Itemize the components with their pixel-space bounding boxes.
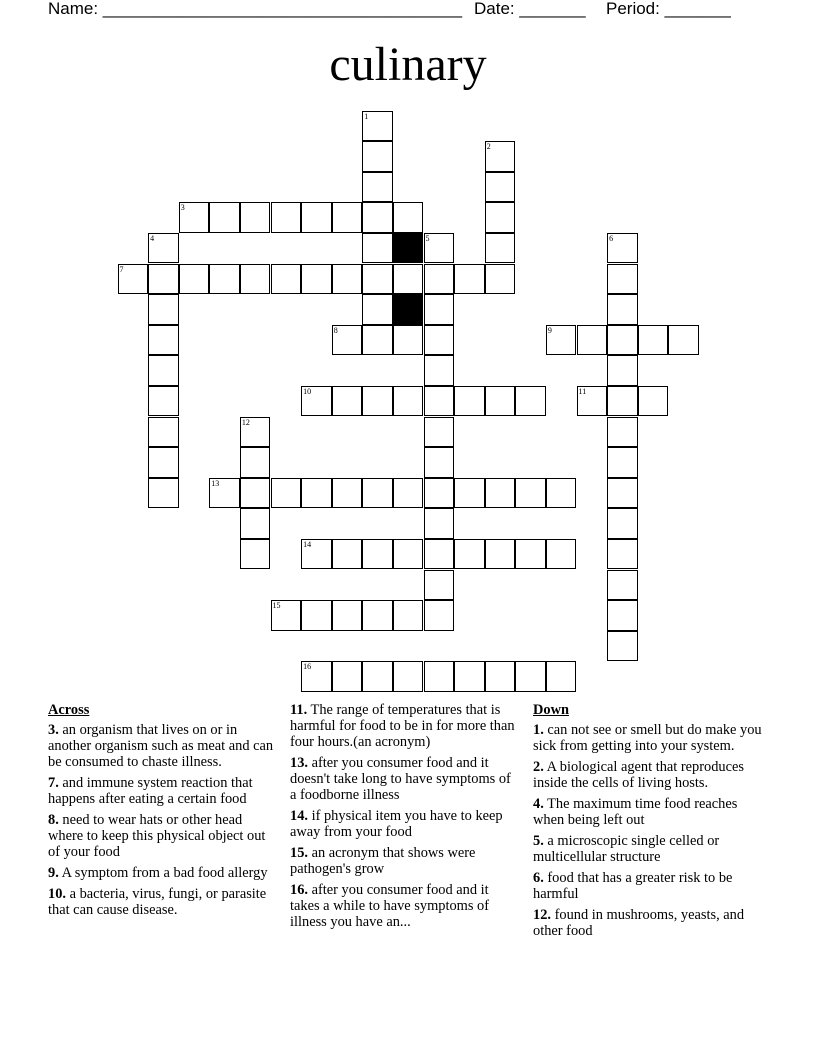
clue-text: an organism that lives on or in another organism such as meat and can be consumed to chaste illness. — [48, 722, 274, 770]
crossword-cell[interactable] — [424, 539, 455, 570]
crossword-cell[interactable] — [424, 294, 455, 325]
crossword-cell[interactable] — [485, 141, 516, 172]
crossword-cell[interactable] — [240, 447, 271, 478]
down-clue — [533, 907, 771, 939]
crossword-cell[interactable] — [424, 508, 455, 539]
crossword-cell[interactable] — [240, 264, 271, 295]
clue-number: 15. — [290, 845, 308, 861]
down-clue — [533, 833, 771, 865]
crossword-cell[interactable] — [362, 386, 393, 417]
crossword-cell[interactable] — [362, 325, 393, 356]
crossword-cell[interactable] — [577, 325, 608, 356]
crossword-cell[interactable] — [271, 264, 302, 295]
crossword-cell[interactable] — [118, 264, 149, 295]
clue-number-label: 16 — [303, 662, 312, 672]
crossword-cell[interactable] — [424, 447, 455, 478]
crossword-cell[interactable] — [607, 539, 638, 570]
page-title: culinary — [329, 38, 487, 91]
clue-text: a microscopic single celled or multicellular structure — [533, 833, 720, 865]
crossword-cell[interactable] — [240, 417, 271, 448]
crossword-cell[interactable] — [454, 264, 485, 295]
crossword-cell[interactable] — [393, 661, 424, 692]
crossword-cell[interactable] — [332, 539, 363, 570]
crossword-cell[interactable] — [515, 478, 546, 509]
crossword-cell[interactable] — [362, 294, 393, 325]
clue-text: The range of temperatures that is harmful for food to be in for more than four hours.(an acronym) — [290, 702, 515, 750]
clues-column-1 — [48, 702, 274, 923]
across-clue — [48, 812, 274, 860]
crossword-cell[interactable] — [485, 661, 516, 692]
crossword-cell[interactable] — [607, 570, 638, 601]
crossword-cell[interactable] — [301, 386, 332, 417]
clue-number: 11. — [290, 702, 308, 718]
clue-number-label: 1 — [364, 111, 369, 121]
crossword-cell[interactable] — [546, 539, 577, 570]
crossword-cell[interactable] — [301, 202, 332, 233]
across-clue — [290, 702, 520, 750]
crossword-cell[interactable] — [607, 447, 638, 478]
across-clue — [290, 882, 520, 930]
down-clue — [533, 722, 771, 754]
clue-number-label: 9 — [547, 325, 552, 335]
crossword-cell[interactable] — [240, 202, 271, 233]
clue-number-label: 11 — [578, 386, 587, 396]
crossword-cell[interactable] — [607, 264, 638, 295]
crossword-cell[interactable] — [148, 417, 179, 448]
crossword-cell[interactable] — [485, 386, 516, 417]
clue-number: 2. — [533, 759, 544, 775]
crossword-cell[interactable] — [148, 233, 179, 264]
clue-number-label: 3 — [180, 203, 185, 213]
crossword-cell[interactable] — [393, 539, 424, 570]
crossword-cell[interactable] — [454, 478, 485, 509]
clue-text: The maximum time food reaches when being left out — [533, 796, 738, 828]
crossword-cell[interactable] — [485, 539, 516, 570]
crossword-cell[interactable] — [362, 478, 393, 509]
crossword-cell[interactable] — [515, 539, 546, 570]
crossword-cell[interactable] — [271, 600, 302, 631]
clue-number-label: 14 — [303, 539, 312, 549]
crossword-cell[interactable] — [607, 325, 638, 356]
crossword-cell[interactable] — [209, 202, 240, 233]
crossword-cell[interactable] — [546, 325, 577, 356]
crossword-cell[interactable] — [424, 386, 455, 417]
crossword-cell[interactable] — [424, 264, 455, 295]
crossword-cell[interactable] — [240, 539, 271, 570]
clue-number: 12. — [533, 907, 551, 923]
crossword-cell[interactable] — [179, 202, 210, 233]
crossword-cell[interactable] — [362, 600, 393, 631]
clue-number-label: 7 — [119, 264, 124, 274]
crossword-cell[interactable] — [240, 478, 271, 509]
clue-text: after you consumer food and it takes a while to have symptoms of illness you have an... — [290, 882, 490, 930]
crossword-cell[interactable] — [607, 355, 638, 386]
clue-number-label: 8 — [333, 325, 338, 335]
crossword-cell[interactable] — [148, 447, 179, 478]
crossword-cell[interactable] — [240, 508, 271, 539]
clue-text: found in mushrooms, yeasts, and other food — [533, 907, 745, 939]
crossword-cell[interactable] — [393, 325, 424, 356]
crossword-cell[interactable] — [638, 386, 669, 417]
clue-text: need to wear hats or other head where to keep this physical object out of your food — [48, 812, 266, 860]
crossword-cell[interactable] — [362, 264, 393, 295]
crossword-cell[interactable] — [638, 325, 669, 356]
name-field-label[interactable]: Name: ______________________________________ — [48, 0, 463, 18]
across-clue — [48, 886, 274, 918]
crossword-cell[interactable] — [515, 386, 546, 417]
crossword-cell[interactable] — [332, 386, 363, 417]
crossword-cell[interactable] — [393, 386, 424, 417]
crossword-cell[interactable] — [485, 478, 516, 509]
down-clue — [533, 870, 771, 902]
clue-number: 3. — [48, 722, 59, 738]
crossword-cell[interactable] — [362, 539, 393, 570]
clue-text: and immune system reaction that happens after eating a certain food — [48, 775, 253, 807]
clue-number-label: 15 — [272, 601, 281, 611]
crossword-cell[interactable] — [179, 264, 210, 295]
crossword-cell[interactable] — [485, 202, 516, 233]
crossword-cell[interactable] — [148, 386, 179, 417]
crossword-cell[interactable] — [454, 539, 485, 570]
crossword-cell[interactable] — [209, 264, 240, 295]
crossword-cell[interactable] — [577, 386, 608, 417]
clue-text: after you consumer food and it doesn't take long to have symptoms of a foodborne illness — [290, 755, 511, 803]
clue-number: 7. — [48, 775, 59, 791]
across-clue — [48, 722, 274, 770]
clues-column-2 — [290, 702, 520, 935]
crossword-cell[interactable] — [424, 355, 455, 386]
crossword-cell[interactable] — [362, 172, 393, 203]
clue-number: 16. — [290, 882, 308, 898]
crossword-cell[interactable] — [485, 172, 516, 203]
clue-number: 6. — [533, 870, 544, 886]
clue-text: a bacteria, virus, fungi, or parasite that can cause disease. — [48, 886, 267, 918]
clue-text: food that has a greater risk to be harmful — [533, 870, 733, 902]
crossword-cell[interactable] — [668, 325, 699, 356]
crossword-cell[interactable] — [332, 264, 363, 295]
crossword-cell[interactable] — [607, 294, 638, 325]
black-square — [393, 233, 424, 264]
clue-number: 10. — [48, 886, 66, 902]
clue-number-label: 4 — [150, 233, 155, 243]
crossword-cell[interactable] — [424, 233, 455, 264]
crossword-cell[interactable] — [301, 661, 332, 692]
crossword-cell[interactable] — [607, 386, 638, 417]
crossword-cell[interactable] — [148, 478, 179, 509]
crossword-cell[interactable] — [209, 478, 240, 509]
crossword-cell[interactable] — [332, 202, 363, 233]
crossword-cell[interactable] — [362, 202, 393, 233]
crossword-cell[interactable] — [454, 386, 485, 417]
clue-number: 14. — [290, 808, 308, 824]
crossword-cell[interactable] — [301, 600, 332, 631]
black-square — [393, 294, 424, 325]
down-clue — [533, 796, 771, 828]
clue-number-label: 2 — [486, 142, 491, 152]
crossword-cell[interactable] — [424, 325, 455, 356]
clue-text: if physical item you have to keep away from your food — [290, 808, 503, 840]
across-heading: Across — [48, 702, 90, 718]
date-field-label[interactable]: Date: _______ — [474, 0, 586, 18]
crossword-cell[interactable] — [332, 600, 363, 631]
down-clue — [533, 759, 771, 791]
crossword-cell[interactable] — [607, 478, 638, 509]
across-clue — [48, 775, 274, 807]
crossword-cell[interactable] — [301, 264, 332, 295]
crossword-cell[interactable] — [271, 478, 302, 509]
crossword-cell[interactable] — [424, 600, 455, 631]
period-field-label[interactable]: Period: _______ — [606, 0, 731, 18]
crossword-cell[interactable] — [607, 600, 638, 631]
crossword-cell[interactable] — [148, 264, 179, 295]
crossword-cell[interactable] — [332, 478, 363, 509]
crossword-cell[interactable] — [424, 570, 455, 601]
clue-number: 4. — [533, 796, 544, 812]
crossword-cell[interactable] — [393, 202, 424, 233]
clue-number: 9. — [48, 865, 59, 881]
crossword-cell[interactable] — [424, 661, 455, 692]
crossword-cell[interactable] — [393, 264, 424, 295]
clue-number: 13. — [290, 755, 308, 771]
across-clue — [290, 808, 520, 840]
crossword-cell[interactable] — [607, 233, 638, 264]
crossword-cell[interactable] — [301, 478, 332, 509]
crossword-cell[interactable] — [393, 478, 424, 509]
crossword-cell[interactable] — [148, 294, 179, 325]
clue-number-label: 13 — [211, 478, 220, 488]
clue-text: an acronym that shows were pathogen's grow — [290, 845, 476, 877]
across-clue — [290, 845, 520, 877]
clue-text: A symptom from a bad food allergy — [58, 865, 268, 881]
clue-text: can not see or smell but do make you sick from getting into your system. — [533, 722, 762, 754]
across-clue — [290, 755, 520, 803]
crossword-cell[interactable] — [362, 141, 393, 172]
crossword-cell[interactable] — [607, 417, 638, 448]
crossword-cell[interactable] — [271, 202, 302, 233]
crossword-cell[interactable] — [454, 661, 485, 692]
clue-text: A biological agent that reproduces inside the cells of living hosts. — [533, 759, 745, 791]
crossword-cell[interactable] — [424, 417, 455, 448]
across-clue — [48, 865, 274, 881]
crossword-cell[interactable] — [546, 661, 577, 692]
crossword-cell[interactable] — [362, 233, 393, 264]
clues-column-3 — [533, 702, 771, 944]
crossword-cell[interactable] — [515, 661, 546, 692]
clue-number-label: 10 — [303, 386, 312, 396]
crossword-cell[interactable] — [148, 325, 179, 356]
clue-number: 1. — [533, 722, 544, 738]
crossword-cell[interactable] — [546, 478, 577, 509]
clue-number-label: 5 — [425, 233, 430, 243]
crossword-cell[interactable] — [301, 539, 332, 570]
crossword-cell[interactable] — [485, 264, 516, 295]
clue-number: 5. — [533, 833, 544, 849]
crossword-cell[interactable] — [332, 325, 363, 356]
crossword-cell[interactable] — [362, 111, 393, 142]
crossword-cell[interactable] — [424, 478, 455, 509]
crossword-cell[interactable] — [607, 508, 638, 539]
clue-number: 8. — [48, 812, 59, 828]
crossword-cell[interactable] — [332, 661, 363, 692]
clue-number-label: 6 — [609, 233, 614, 243]
crossword-cell[interactable] — [362, 661, 393, 692]
crossword-cell[interactable] — [148, 355, 179, 386]
down-heading: Down — [533, 702, 569, 718]
crossword-cell[interactable] — [607, 631, 638, 662]
clue-number-label: 12 — [241, 417, 250, 427]
crossword-cell[interactable] — [393, 600, 424, 631]
crossword-cell[interactable] — [485, 233, 516, 264]
